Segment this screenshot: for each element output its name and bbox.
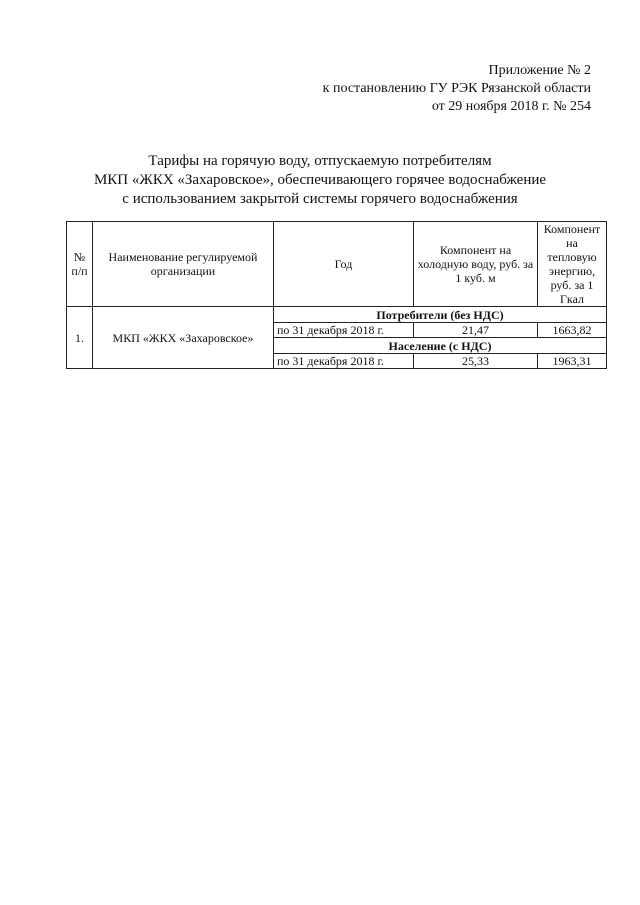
population-heat-value: 1963,31 (538, 354, 607, 369)
population-period: по 31 декабря 2018 г. (274, 354, 414, 369)
row-org: МКП «ЖКХ «Захаровское» (93, 307, 274, 369)
group-consumers: Потребители (без НДС) (274, 307, 607, 323)
tariff-table (66, 221, 607, 369)
consumers-period: по 31 декабря 2018 г. (274, 323, 414, 338)
group-population: Население (с НДС) (274, 338, 607, 354)
annex-number: Приложение № 2 (488, 63, 591, 78)
title-line-2: МКП «ЖКХ «Захаровское», обеспечивающего горячее водоснабжение (93, 172, 547, 188)
annex-resolution: к постановлению ГУ РЭК Рязанской области (322, 81, 591, 96)
header-row (67, 222, 607, 307)
annex-header (323, 62, 591, 116)
header-heat-energy: Компонент на тепловую энергию, руб. за 1 Гкал (538, 222, 607, 307)
row-num: 1. (67, 307, 93, 369)
consumers-cold-value: 21,47 (414, 323, 538, 338)
table-row (67, 307, 607, 323)
header-num: № п/п (67, 222, 93, 307)
document-title (0, 152, 640, 209)
title-line-1: Тарифы на горячую воду, отпускаемую потребителям (148, 153, 492, 169)
header-cold-water: Компонент на холодную воду, руб. за 1 куб. м (414, 222, 538, 307)
header-org: Наименование регулируемой организации (93, 222, 274, 307)
annex-date: от 29 ноября 2018 г. № 254 (431, 99, 591, 114)
header-year: Год (274, 222, 414, 307)
population-cold-value: 25,33 (414, 354, 538, 369)
consumers-heat-value: 1663,82 (538, 323, 607, 338)
title-line-3: с использованием закрытой системы горячего водоснабжения (122, 191, 518, 207)
